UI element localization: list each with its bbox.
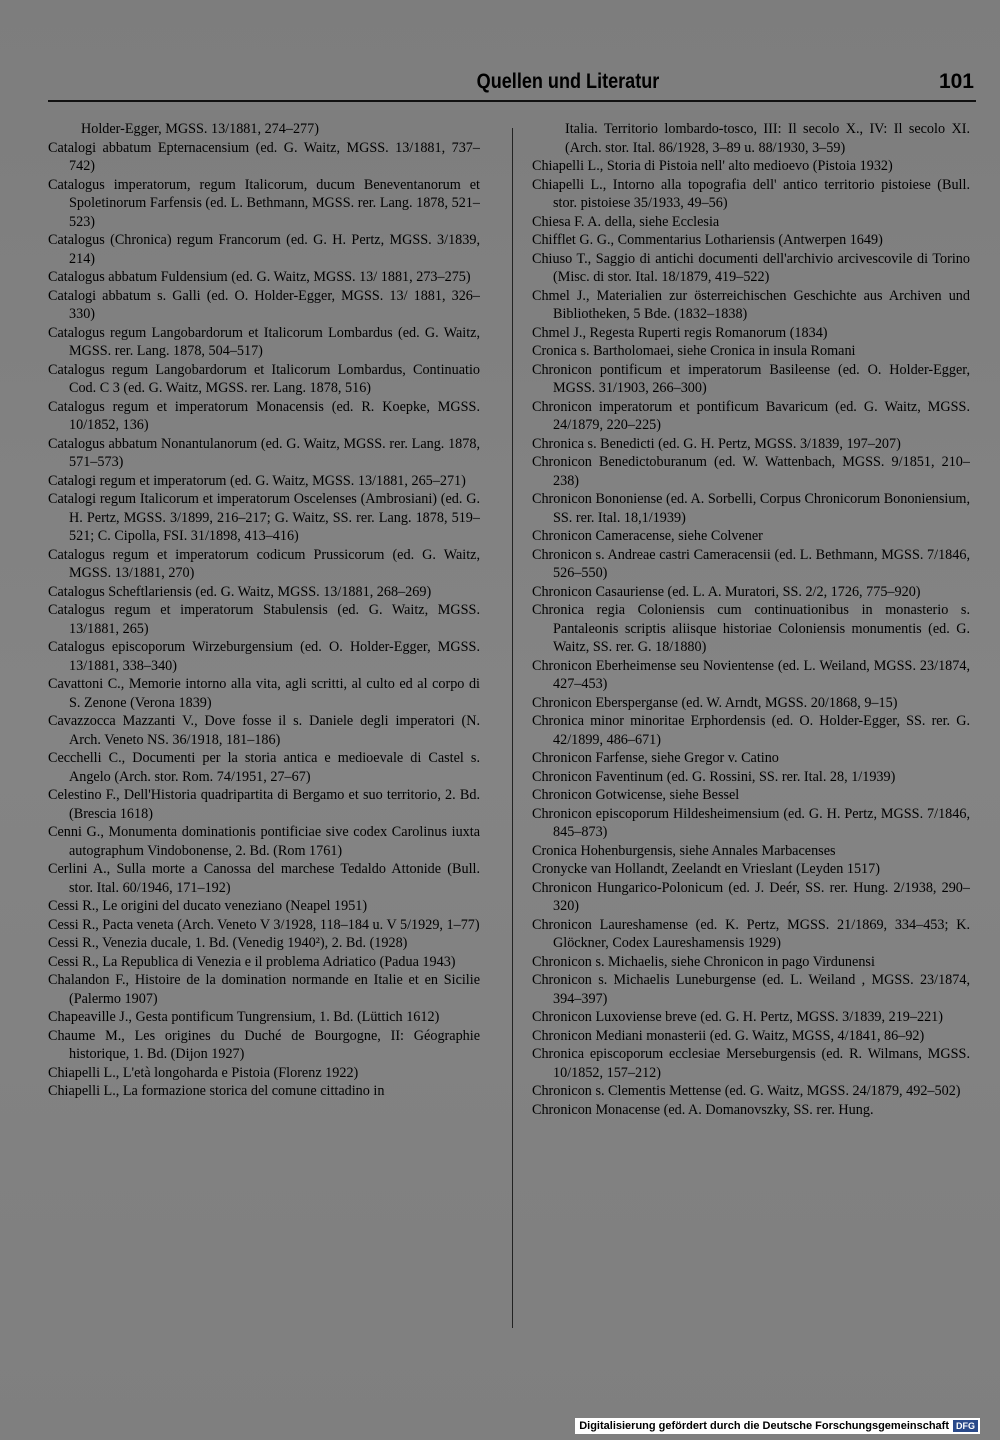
bibliography-entry: Chiesa F. A. della, siehe Ecclesia [532,213,720,230]
bibliography-entry: Chronicon Eberheimense seu Novientense (ed. L. Weiland, MGSS. 23/1874, 427–453) [532,657,970,692]
bibliography-entry: Catalogi regum Italicorum et imperatorum Oscelenses (Ambrosiani) (ed. G. H. Pertz, MGSS. 3/1899, 216–217; G. Waitz, SS. rer. Lang. 1878, 519–521; C. Cipolla, FSI. 31/1898, 413–416) [48,491,480,544]
bibliography-entry: Chronicon s. Clementis Mettense (ed. G. Waitz, MGSS. 24/1879, 492–502) [532,1083,961,1099]
bibliography-entry: Chifflet G. G., Commentarius Lothariensis (Antwerpen 1649) [532,232,883,248]
bibliography-entry: Cronica Hohenburgensis, siehe Annales Marbacenses [532,842,836,859]
bibliography-entry: Catalogus abbatum Fuldensium (ed. G. Waitz, MGSS. 13/ 1881, 273–275) [48,269,471,285]
bibliography-entry: Chalandon F., Histoire de la domination normande en Italie et en Sicilie (Palermo 1907) [48,972,480,1007]
bibliography-entry: Chronicon imperatorum et pontificum Bavaricum (ed. G. Waitz, MGSS. 24/1879, 220–225) [532,398,970,433]
bibliography-entry: Chronicon Monacense (ed. A. Domanovszky, SS. rer. Hung. [532,1101,874,1118]
bibliography-entry: Chronicon Bononiense (ed. A. Sorbelli, Corpus Chronicorum Bononiensium, SS. rer. Ital. 18,1/1939) [532,491,970,526]
bibliography-entry: Cronycke van Hollandt, Zeelandt en Vrieslant (Leyden 1517) [532,861,880,877]
bibliography-entry: Chiapelli L., Storia di Pistoia nell' alto medioevo (Pistoia 1932) [532,158,893,174]
column-divider [512,128,513,1328]
bibliography-entry: Chiapelli L., L'età longoharda e Pistoia (Florenz 1922) [48,1064,359,1081]
bibliography-entry: Cronica s. Bartholomaei, siehe Cronica in insula Romani [532,343,856,359]
bibliography-entry: Chronicon s. Andreae castri Cameracensii (ed. L. Bethmann, MGSS. 7/1846, 526–550) [532,546,970,581]
bibliography-entry: Cessi R., La Republica di Venezia e il problema Adriatico (Padua 1943) [48,953,456,970]
bibliography-entry: Chronicon Cameracense, siehe Colvener [532,528,763,544]
bibliography-entry: Catalogus regum Langobardorum et Italicorum Lombardus, Continuatio Cod. C 3 (ed. G. Waitz, MGSS. rer. Lang. 1878, 516) [48,361,480,396]
header-rule [48,100,976,102]
bibliography-entry: Chmel J., Regesta Ruperti regis Romanorum (1834) [532,324,828,341]
continuation-entry: Italia. Territorio lombardo-tosco, III: Il secolo X., IV: Il secolo XI. (Arch. stor. Ital. 86/1928, 3–89 u. 88/1930, 3–59) [565,121,970,156]
bibliography-entry: Cessi R., Venezia ducale, 1. Bd. (Venedig 1940²), 2. Bd. (1928) [48,935,408,951]
footer-text: Digitalisierung gefördert durch die Deutsche Forschungsgemeinschaft [579,1420,949,1432]
bibliography-entry: Chronica episcoporum ecclesiae Merseburgensis (ed. R. Wilmans, MGSS. 10/1852, 157–212) [532,1046,970,1081]
bibliography-entry: Chiapelli L., La formazione storica del comune cittadino in [48,1083,385,1099]
bibliography-entry: Cavazzocca Mazzanti V., Dove fosse il s. Daniele degli imperatori (N. Arch. Veneto NS. 36/1918, 181–186) [48,713,480,748]
bibliography-entry: Catalogus abbatum Nonantulanorum (ed. G. Waitz, MGSS. rer. Lang. 1878, 571–573) [48,435,480,470]
bibliography-entry: Chronicon Luxoviense breve (ed. G. H. Pertz, MGSS. 3/1839, 219–221) [532,1009,943,1025]
bibliography-entry: Catalogus regum et imperatorum codicum Prussicorum (ed. G. Waitz, MGSS. 13/1881, 270) [48,546,480,581]
bibliography-entry: Chronica s. Benedicti (ed. G. H. Pertz, MGSS. 3/1839, 197–207) [532,435,901,452]
bibliography-entry: Chronicon episcoporum Hildesheimensium (ed. G. H. Pertz, MGSS. 7/1846, 845–873) [532,805,970,840]
page-header [48,70,976,98]
right-column [532,120,970,1330]
funding-footer [575,1418,980,1434]
dfg-logo: DFG [953,1420,978,1432]
bibliography-entry: Catalogus imperatorum, regum Italicorum, ducum Beneventanorum et Spoletinorum Farfensis (ed. L. Bethmann, MGSS. rer. Lang. 1878, 521–523) [48,176,480,230]
bibliography-entry: Chronicon Faventinum (ed. G. Rossini, SS. rer. Ital. 28, 1/1939) [532,768,896,785]
bibliography-entry: Holder-Egger, MGSS. 13/1881, 274–277) [81,121,319,137]
bibliography-entry: Chronicon Farfense, siehe Gregor v. Catino [532,750,779,766]
bibliography-entry: Chronicon s. Michaelis Luneburgense (ed. L. Weiland , MGSS. 23/1874, 394–397) [532,972,970,1007]
bibliography-entry: Cessi R., Pacta veneta (Arch. Veneto V 3/1928, 118–184 u. V 5/1929, 1–77) [48,916,480,933]
bibliography-entry: Chronicon Laureshamense (ed. K. Pertz, MGSS. 21/1869, 334–453; K. Glöckner, Codex Laureshamensis 1929) [532,916,970,951]
bibliography-entry: Chmel J., Materialien zur österreichischen Geschichte aus Archiven und Bibliotheken, 5 Bde. (1832–1838) [532,287,970,322]
bibliography-entry: Chaume M., Les origines du Duché de Bourgogne, II: Géographie historique, 1. Bd. (Dijon 1927) [48,1027,480,1062]
bibliography-entry: Chronicon Hungarico-Polonicum (ed. J. Deér, SS. rer. Hung. 2/1938, 290–320) [532,879,970,914]
bibliography-entry: Catalogus (Chronica) regum Francorum (ed. G. H. Pertz, MGSS. 3/1839, 214) [48,232,480,267]
bibliography-entry: Chronicon Mediani monasterii (ed. G. Waitz, MGSS, 4/1841, 86–92) [532,1027,925,1044]
bibliography-entry: Cerlini A., Sulla morte a Canossa del marchese Tedaldo Attonide (Bull. stor. Ital. 60/1946, 171–192) [48,861,480,896]
bibliography-entry: Chronica regia Coloniensis cum continuationibus in monasterio s. Pantaleonis scriptis aliisque historiae Coloniensis monumentis (ed. G. Waitz, SS. rer. G. 18/1880) [532,602,970,655]
running-title: Quellen und Literatur [476,70,660,93]
bibliography-entry: Catalogus regum et imperatorum Stabulensis (ed. G. Waitz, MGSS. 13/1881, 265) [48,602,480,637]
bibliography-entry: Catalogi abbatum s. Galli (ed. O. Holder-Egger, MGSS. 13/ 1881, 326–330) [48,287,480,322]
bibliography-entry: Chronicon Benedictoburanum (ed. W. Wattenbach, MGSS. 9/1851, 210–238) [532,454,970,489]
bibliography-entry: Catalogi regum et imperatorum (ed. G. Waitz, MGSS. 13/1881, 265–271) [48,472,466,489]
bibliography-entry: Chiapelli L., Intorno alla topografia dell' antico territorio pistoiese (Bull. stor. pistoiese 35/1933, 49–56) [532,176,970,211]
bibliography-entry: Chronicon s. Michaelis, siehe Chronicon in pago Virdunensi [532,953,875,970]
bibliography-entry: Catalogus regum Langobardorum et Italicorum Lombardus (ed. G. Waitz, MGSS. rer. Lang. 1878, 504–517) [48,324,480,359]
page-number: 101 [938,70,974,93]
bibliography-entry: Cenni G., Monumenta dominationis pontificiae sive codex Carolinus iuxta autographum Vindobonense, 2. Bd. (Rom 1761) [48,824,480,859]
bibliography-entry: Catalogi abbatum Epternacensium (ed. G. Waitz, MGSS. 13/1881, 737–742) [48,139,480,174]
bibliography-entry: Catalogus episcoporum Wirzeburgensium (ed. O. Holder-Egger, MGSS. 13/1881, 338–340) [48,639,480,674]
left-column [48,120,480,1330]
bibliography-entry: Chronicon Casauriense (ed. L. A. Muratori, SS. 2/2, 1726, 775–920) [532,583,921,600]
bibliography-entry: Chronicon Gotwicense, siehe Bessel [532,787,740,803]
bibliography-entry: Chronicon Ebersperganse (ed. W. Arndt, MGSS. 20/1868, 9–15) [532,694,898,711]
bibliography-entry: Chronica minor minoritae Erphordensis (ed. O. Holder-Egger, SS. rer. G. 42/1899, 486–671) [532,713,970,748]
bibliography-entry: Catalogus Scheftlariensis (ed. G. Waitz, MGSS. 13/1881, 268–269) [48,583,432,600]
bibliography-entry: Catalogus regum et imperatorum Monacensis (ed. R. Koepke, MGSS. 10/1852, 136) [48,398,480,433]
bibliography-entry: Chronicon pontificum et imperatorum Basileense (ed. O. Holder-Egger, MGSS. 31/1903, 266–300) [532,361,970,396]
bibliography-entry: Chapeaville J., Gesta pontificum Tungrensium, 1. Bd. (Lüttich 1612) [48,1009,440,1025]
bibliography-entry: Cavattoni C., Memorie intorno alla vita, agli scritti, al culto ed al corpo di S. Zenone (Verona 1839) [48,676,480,711]
bibliography-entry: Celestino F., Dell'Historia quadripartita di Bergamo et suo territorio, 2. Bd. (Brescia 1618) [48,787,480,822]
bibliography-entry: Cecchelli C., Documenti per la storia antica e medioevale di Castel s. Angelo (Arch. stor. Rom. 74/1951, 27–67) [48,750,480,785]
bibliography-entry: Cessi R., Le origini del ducato veneziano (Neapel 1951) [48,898,368,914]
bibliography-entry: Chiuso T., Saggio di antichi documenti dell'archivio arcivescovile di Torino (Misc. di stor. Ital. 18/1879, 419–522) [532,250,970,285]
